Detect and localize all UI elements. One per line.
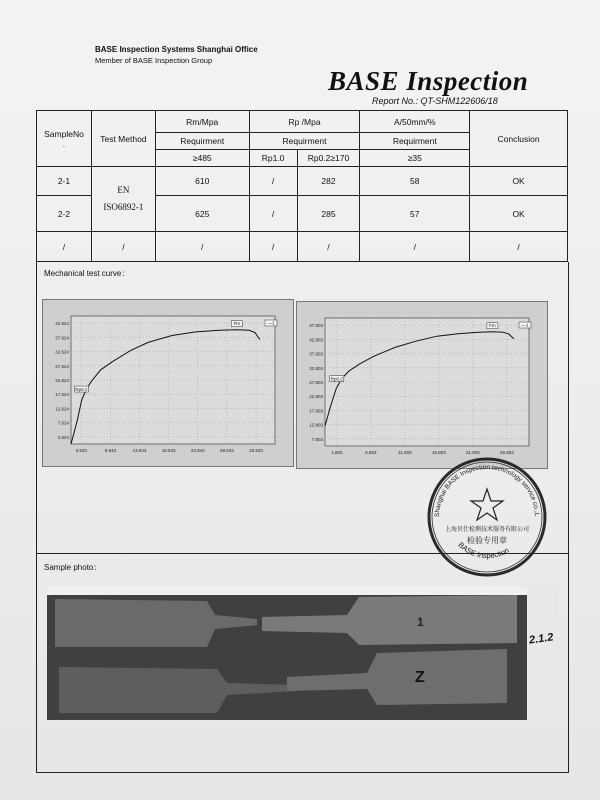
rp10-cell: /	[249, 196, 297, 232]
specimen-mark-2: Z	[415, 669, 425, 686]
stamp-cn-text: 上海贝仕检测技术服务有限公司	[444, 526, 530, 533]
x-tick-label: 18.943	[161, 448, 176, 453]
elongation-header: A/50mm/%	[360, 111, 470, 133]
sample-cell: /	[37, 232, 92, 262]
x-tick-label: 21.803	[466, 450, 480, 455]
sample-header: SampleNo .	[37, 111, 92, 167]
conclusion-cell: /	[470, 232, 568, 262]
x-tick-label: 33.943	[249, 448, 263, 453]
curve-svg	[297, 302, 547, 468]
curve-svg	[43, 300, 293, 466]
y-tick-label: 17.624	[55, 392, 69, 398]
handwritten-note: 2.1.2	[528, 631, 555, 647]
a-requirement-label: Requirment	[360, 133, 470, 150]
sample-photo	[47, 587, 559, 720]
a-requirement: ≥35	[360, 150, 470, 167]
method-header: Test Method	[91, 111, 155, 167]
y-tick-label: 12.624	[55, 406, 69, 412]
x-tick-label: 6.803	[365, 450, 377, 455]
y-tick-label: 37.624	[55, 335, 69, 341]
rp02-cell: 282	[297, 167, 360, 196]
rm-header: Rm/Mpa	[155, 111, 249, 133]
stamp-center-text: 检验专用章	[467, 536, 507, 545]
y-tick-label: 32.803	[309, 365, 323, 371]
tensile-curve-chart-1	[42, 299, 294, 467]
x-tick-label: 1.803	[331, 450, 343, 455]
conclusion-header: Conclusion	[470, 111, 568, 167]
rp-header: Rp /Mpa	[249, 111, 360, 133]
report-number: Report No.: QT-SHM122606/18	[372, 96, 498, 106]
rm-requirement-label: Requirment	[155, 133, 249, 150]
fm-marker: Fm	[489, 323, 496, 329]
y-tick-label: 27.624	[55, 363, 69, 369]
x-tick-label: 16.803	[432, 450, 446, 455]
tensile-specimens-image	[47, 587, 559, 720]
specimen-mark-1: 1	[417, 615, 424, 629]
fm-marker: Fm	[233, 321, 241, 327]
y-tick-label: 37.803	[309, 351, 323, 357]
y-tick-label: 42.803	[309, 337, 323, 343]
mechanical-curve-label: Mechanical test curve：	[44, 269, 130, 278]
method-cell: /	[91, 232, 155, 262]
y-tick-label: 27.803	[309, 380, 323, 385]
y-tick-label: 22.624	[55, 378, 69, 383]
rp02-marker: Rp0.2	[330, 376, 343, 382]
y-tick-label: 17.803	[309, 408, 323, 414]
sample-cell: 2-2	[37, 196, 92, 232]
x-tick-label: 23.943	[190, 448, 205, 453]
y-tick-label: 42.624	[55, 321, 69, 327]
rp02-marker: Rp0.2	[75, 386, 88, 392]
y-tick-label: 22.803	[309, 394, 323, 400]
rp10-cell: /	[249, 232, 297, 262]
rm-cell: 625	[155, 196, 249, 232]
y-tick-label: 7.624	[57, 420, 69, 426]
x-tick-label: 13.943	[132, 448, 147, 453]
x-tick-label: 8.943	[104, 448, 116, 453]
group-member: Member of BASE Inspection Group	[95, 56, 213, 65]
rm-requirement: ≥485	[155, 150, 249, 167]
legend-entry: —1	[521, 322, 529, 328]
stamp-bottom-text: BASE Inspection	[456, 540, 511, 561]
y-tick-label: 7.803	[311, 436, 323, 442]
sample-cell: 2-1	[37, 167, 92, 196]
inspection-stamp	[425, 455, 550, 580]
rp-requirement-label: Requirment	[249, 133, 360, 150]
brand-title: BASE Inspection	[328, 66, 529, 96]
rm-cell: 610	[155, 167, 249, 196]
x-tick-label: 26.803	[500, 450, 514, 455]
tensile-curve-chart-2	[296, 301, 548, 469]
x-tick-label: 3.943	[75, 448, 87, 453]
legend-entry: —1	[267, 320, 275, 326]
results-table	[36, 110, 568, 262]
conclusion-cell: OK	[470, 196, 568, 232]
stamp-outer-text: Shanghai BASE Inspection technology service co.,L	[433, 463, 541, 518]
x-tick-label: 28.943	[220, 448, 234, 453]
y-tick-label: 47.803	[309, 323, 323, 329]
sample-photo-label: Sample photo：	[44, 563, 102, 572]
office-name: BASE Inspection Systems Shanghai Office	[95, 45, 258, 54]
x-tick-label: 11.803	[398, 450, 412, 455]
y-tick-label: 2.624	[57, 434, 69, 440]
svg-text:Shanghai BASE Inspection techn	[425, 455, 540, 517]
rm-cell: /	[155, 232, 249, 262]
rp10-label: Rp1.0	[249, 150, 297, 167]
y-tick-label: 32.624	[55, 349, 69, 355]
a-cell: 58	[360, 167, 470, 196]
method-cell: EN ISO6892-1	[91, 167, 155, 232]
rp02-cell: /	[297, 232, 360, 262]
conclusion-cell: OK	[470, 167, 568, 196]
y-tick-label: 12.803	[309, 422, 323, 428]
a-cell: 57	[360, 196, 470, 232]
rp10-cell: /	[249, 167, 297, 196]
a-cell: /	[360, 232, 470, 262]
rp02-cell: 285	[297, 196, 360, 232]
rp02-requirement: Rp0.2≥170	[297, 150, 360, 167]
